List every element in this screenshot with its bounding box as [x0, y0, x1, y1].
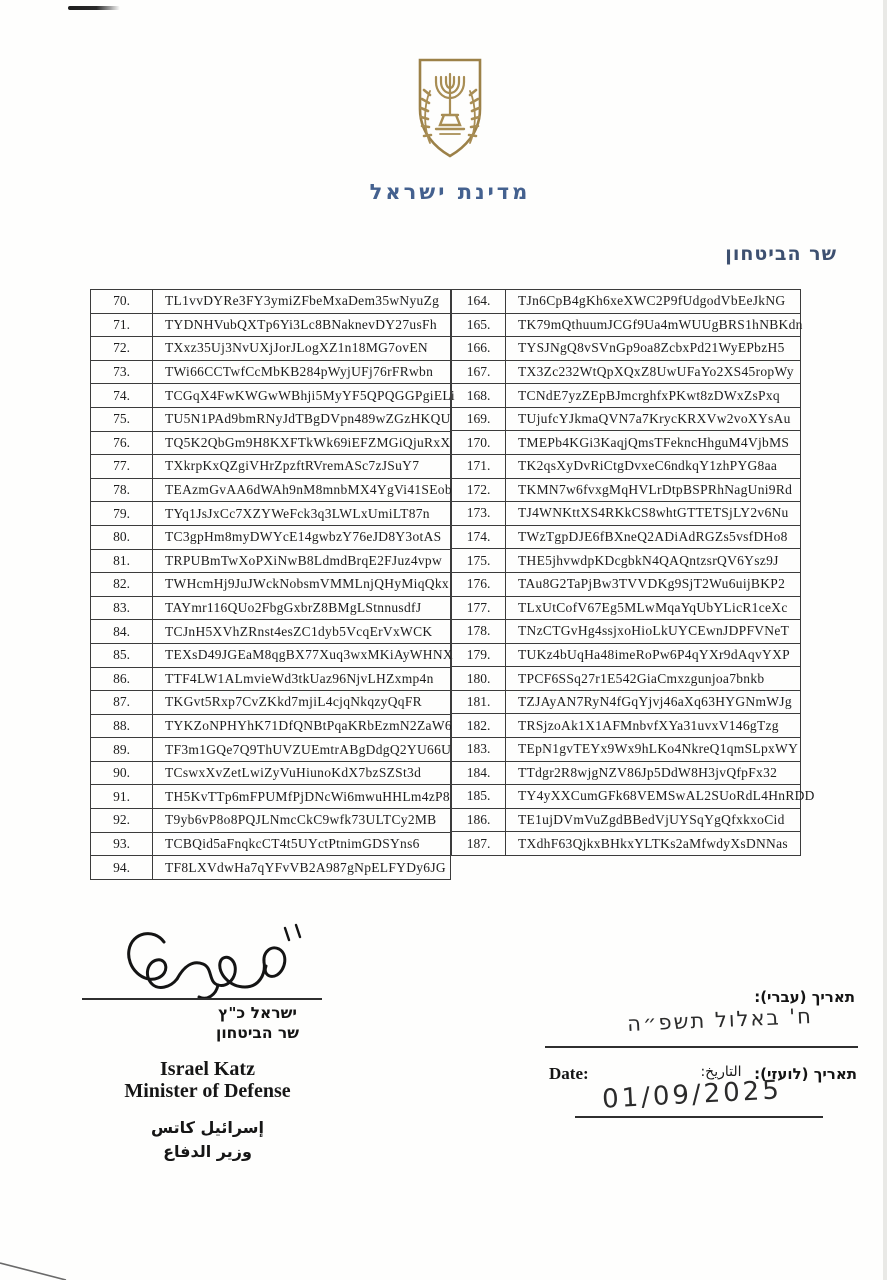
row-code: TQ5K2QbGm9H8KXFTkWk69iEFZMGiQjuRxX: [153, 431, 451, 455]
row-number: 87.: [91, 691, 153, 715]
table-row: [91, 573, 451, 597]
row-code: TWi66CCTwfCcMbKB284pWyjUFj76rFRwbn: [153, 360, 451, 384]
codes-table-right: [451, 289, 815, 856]
table-row: [91, 549, 451, 573]
row-number: 164.: [452, 290, 506, 314]
signer-title-arabic: وزير الدفاع: [163, 1142, 252, 1161]
row-code: TF8LXVdwHa7qYFvVB2A987gNpELFYDy6JG: [153, 856, 451, 880]
row-code: TF3m1GQe7Q9ThUVZUEmtrABgDdgQ2YU66U: [153, 738, 451, 762]
row-code: TJn6CpB4gKh6xeXWC2P9fUdgodVbEeJkNG: [506, 290, 801, 314]
row-number: 170.: [452, 431, 506, 455]
row-number: 86.: [91, 667, 153, 691]
table-row: [452, 620, 801, 644]
row-code: TXxz35Uj3NvUXjJorJLogXZ1n18MG7ovEN: [153, 337, 451, 361]
table-row: [452, 832, 801, 856]
row-code: TU5N1PAd9bmRNyJdTBgDVpn489wZGzHKQU: [153, 407, 451, 431]
table-row: [452, 690, 801, 714]
row-number: 167.: [452, 360, 506, 384]
table-row: [91, 407, 451, 431]
table-row: [452, 360, 801, 384]
table-row: [452, 431, 801, 455]
table-row: [452, 407, 801, 431]
row-code: TYDNHVubQXTp6Yi3Lc8BNaknevDY27usFh: [153, 313, 451, 337]
row-code: TCBQid5aFnqkcCT4t5UYctPtnimGDSYns6: [153, 832, 451, 856]
table-row: [452, 596, 801, 620]
row-number: 74.: [91, 384, 153, 408]
table-row: [452, 502, 801, 526]
table-row: [91, 691, 451, 715]
scan-corner-artifact: [0, 1255, 70, 1280]
row-code: TYKZoNPHYhK71DfQNBtPqaKRbEzmN2ZaW6: [153, 714, 451, 738]
table-row: [452, 478, 801, 502]
table-row: [452, 572, 801, 596]
row-code: TCJnH5XVhZRnst4esZC1dyb5VcqErVxWCK: [153, 620, 451, 644]
hebrew-date-line: [545, 1046, 858, 1048]
israel-state-emblem-icon: [400, 55, 500, 161]
row-code: THE5jhvwdpKDcgbkN4QAQntzsrQV6Ysz9J: [506, 549, 801, 573]
row-code: TYSJNgQ8vSVnGp9oa8ZcbxPd21WyEPbzH5: [506, 337, 801, 361]
row-code: T9yb6vP8o8PQJLNmcCkC9wfk73ULTCy2MB: [153, 809, 451, 833]
row-number: 177.: [452, 596, 506, 620]
table-row: [91, 290, 451, 314]
row-number: 169.: [452, 407, 506, 431]
row-code: TEXsD49JGEaM8qgBX77Xuq3wxMKiAyWHNX: [153, 643, 451, 667]
row-code: TCswxXvZetLwiZyVuHiunoKdX7bzSZSt3d: [153, 761, 451, 785]
signer-name-english: Israel Katz: [160, 1058, 255, 1080]
row-code: TMEPb4KGi3KaqjQmsTFekncHhguM4VjbMS: [506, 431, 801, 455]
table-row: [91, 337, 451, 361]
table-row: [91, 525, 451, 549]
row-code: TK2qsXyDvRiCtgDvxeC6ndkqY1zhPYG8aa: [506, 455, 801, 479]
table-row: [91, 856, 451, 880]
signature-scribble: [100, 916, 335, 1004]
table-row: [452, 808, 801, 832]
row-number: 179.: [452, 643, 506, 667]
row-number: 90.: [91, 761, 153, 785]
table-row: [452, 643, 801, 667]
row-number: 88.: [91, 714, 153, 738]
signer-name-hebrew: ישראל כ"ץ: [218, 1004, 297, 1022]
row-code: TL1vvDYRe3FY3ymiZFbeMxaDem35wNyuZg: [153, 290, 451, 314]
row-code: TXdhF63QjkxBHkxYLTKs2aMfwdyXsDNNas: [506, 832, 801, 856]
table-row: [91, 313, 451, 337]
table-row: [91, 502, 451, 526]
row-number: 168.: [452, 384, 506, 408]
table-row: [452, 525, 801, 549]
row-code: TRSjzoAk1X1AFMnbvfXYa31uvxV146gTzg: [506, 714, 801, 738]
table-row: [91, 596, 451, 620]
row-code: TC3gpHm8myDWYcE14gwbzY76eJD8Y3otAS: [153, 525, 451, 549]
table-row: [91, 384, 451, 408]
hebrew-date-label: תאריך (עברי):: [754, 988, 855, 1006]
row-code: TY4yXXCumGFk68VEMSwAL2SUoRdL4HnRDD: [506, 785, 801, 809]
table-row: [91, 431, 451, 455]
row-number: 75.: [91, 407, 153, 431]
row-number: 182.: [452, 714, 506, 738]
codes-table-left: [90, 289, 455, 880]
row-code: TCGqX4FwKWGwWBhji5MyYF5QPQGGPgiELi: [153, 384, 451, 408]
table-row: [91, 809, 451, 833]
row-code: TWzTgpDJE6fBXneQ2ADiAdRGZs5vsfDHo8: [506, 525, 801, 549]
row-code: TH5KvTTp6mFPUMfPjDNcWi6mwuHHLm4zP8: [153, 785, 451, 809]
row-number: 187.: [452, 832, 506, 856]
table-row: [91, 832, 451, 856]
row-number: 180.: [452, 667, 506, 691]
row-number: 78.: [91, 478, 153, 502]
row-code: TXkrpKxQZgiVHrZpzftRVremASc7zJSuY7: [153, 455, 451, 479]
row-code: TZJAyAN7RyN4fGqYjvj46aXq63HYGNmWJg: [506, 690, 801, 714]
row-code: TJ4WNKttXS4RKkCS8whtGTTETSjLY2v6Nu: [506, 502, 801, 526]
row-number: 81.: [91, 549, 153, 573]
row-code: TE1ujDVmVuZgdBBedVjUYSqYgQfxkxoCid: [506, 808, 801, 832]
row-number: 80.: [91, 525, 153, 549]
gregorian-date-handwritten: 01/09/2025: [601, 1075, 783, 1115]
row-number: 185.: [452, 785, 506, 809]
table-row: [91, 714, 451, 738]
table-row: [91, 360, 451, 384]
table-row: [452, 761, 801, 785]
row-number: 174.: [452, 525, 506, 549]
row-number: 175.: [452, 549, 506, 573]
table-row: [452, 455, 801, 479]
row-code: TEAzmGvAA6dWAh9nM8mnbMX4YgVi41SEob: [153, 478, 451, 502]
row-number: 77.: [91, 455, 153, 479]
row-code: TX3Zc232WtQpXQxZ8UwUFaYo2XS45ropWy: [506, 360, 801, 384]
table-row: [91, 785, 451, 809]
row-number: 93.: [91, 832, 153, 856]
row-code: TUKz4bUqHa48imeRoPw6P4qYXr9dAqvYXP: [506, 643, 801, 667]
row-number: 72.: [91, 337, 153, 361]
row-number: 173.: [452, 502, 506, 526]
gregorian-date-line: [575, 1116, 823, 1118]
row-number: 70.: [91, 290, 153, 314]
row-number: 79.: [91, 502, 153, 526]
row-code: TUjufcYJkmaQVN7a7KrycKRXVw2voXYsAu: [506, 407, 801, 431]
row-code: TAYmr116QUo2FbgGxbrZ8BMgLStnnusdfJ: [153, 596, 451, 620]
row-number: 89.: [91, 738, 153, 762]
row-code: TWHcmHj9JuJWckNobsmVMMLnjQHyMiqQkx: [153, 573, 451, 597]
row-number: 171.: [452, 455, 506, 479]
row-number: 73.: [91, 360, 153, 384]
table-row: [452, 667, 801, 691]
row-number: 94.: [91, 856, 153, 880]
table-row: [452, 549, 801, 573]
row-number: 186.: [452, 808, 506, 832]
row-number: 165.: [452, 313, 506, 337]
minister-of-defense-heading: שר הביטחון: [725, 243, 837, 265]
table-row: [91, 643, 451, 667]
row-code: TLxUtCofV67Eg5MLwMqaYqUbYLicR1ceXc: [506, 596, 801, 620]
row-number: 83.: [91, 596, 153, 620]
row-code: TPCF6SSq27r1E542GiaCmxzgunjoa7bnkb: [506, 667, 801, 691]
row-code: TK79mQthuumJCGf9Ua4mWUUgBRS1hNBKdn: [506, 313, 801, 337]
table-row: [91, 738, 451, 762]
table-row: [91, 478, 451, 502]
signer-name-arabic: إسرائيل كاتس: [151, 1118, 264, 1137]
row-code: TTF4LW1ALmvieWd3tkUaz96NjvLHZxmp4n: [153, 667, 451, 691]
row-number: 91.: [91, 785, 153, 809]
row-number: 92.: [91, 809, 153, 833]
row-number: 172.: [452, 478, 506, 502]
row-code: TNzCTGvHg4ssjxoHioLkUYCEwnJDPFVNeT: [506, 620, 801, 644]
date-label-english: Date:: [549, 1064, 589, 1083]
table-row: [452, 714, 801, 738]
row-code: TCNdE7yzZEpBJmcrghfxPKwt8zDWxZsPxq: [506, 384, 801, 408]
signer-title-english: Minister of Defense: [124, 1080, 291, 1102]
row-code: TEpN1gvTEYx9Wx9hLKo4NkreQ1qmSLpxWY: [506, 737, 801, 761]
gregorian-date-label: תאריך (לועזי):: [754, 1065, 857, 1083]
hebrew-date-handwritten: ח' באלול תשפ״ה: [626, 1003, 814, 1037]
row-number: 184.: [452, 761, 506, 785]
row-code: TTdgr2R8wjgNZV86Jp5DdW8H3jvQfpFx32: [506, 761, 801, 785]
row-number: 183.: [452, 737, 506, 761]
scan-artifact-dash: [68, 6, 120, 10]
signer-title-hebrew: שר הביטחון: [216, 1024, 299, 1042]
row-number: 82.: [91, 573, 153, 597]
row-code: TYq1JsJxCc7XZYWeFck3q3LWLxUmiLT87n: [153, 502, 451, 526]
signature-line: [82, 998, 322, 1000]
date-label-arabic: التاريخ:: [700, 1064, 742, 1080]
row-number: 85.: [91, 643, 153, 667]
table-row: [91, 455, 451, 479]
table-row: [452, 785, 801, 809]
table-row: [452, 290, 801, 314]
row-code: TAu8G2TaPjBw3TVVDKg9SjT2Wu6uijBKP2: [506, 572, 801, 596]
row-number: 71.: [91, 313, 153, 337]
table-row: [452, 313, 801, 337]
row-number: 181.: [452, 690, 506, 714]
table-row: [91, 620, 451, 644]
row-code: TRPUBmTwXoPXiNwB8LdmdBrqE2FJuz4vpw: [153, 549, 451, 573]
row-number: 176.: [452, 572, 506, 596]
table-row: [91, 761, 451, 785]
row-number: 76.: [91, 431, 153, 455]
row-code: TKMN7w6fvxgMqHVLrDtpBSPRhNagUni9Rd: [506, 478, 801, 502]
table-row: [452, 384, 801, 408]
state-title: מדינת ישראל: [369, 180, 531, 204]
row-number: 84.: [91, 620, 153, 644]
table-row: [452, 737, 801, 761]
row-number: 166.: [452, 337, 506, 361]
row-code: TKGvt5Rxp7CvZKkd7mjiL4cjqNkqzyQqFR: [153, 691, 451, 715]
table-row: [91, 667, 451, 691]
table-row: [452, 337, 801, 361]
row-number: 178.: [452, 620, 506, 644]
